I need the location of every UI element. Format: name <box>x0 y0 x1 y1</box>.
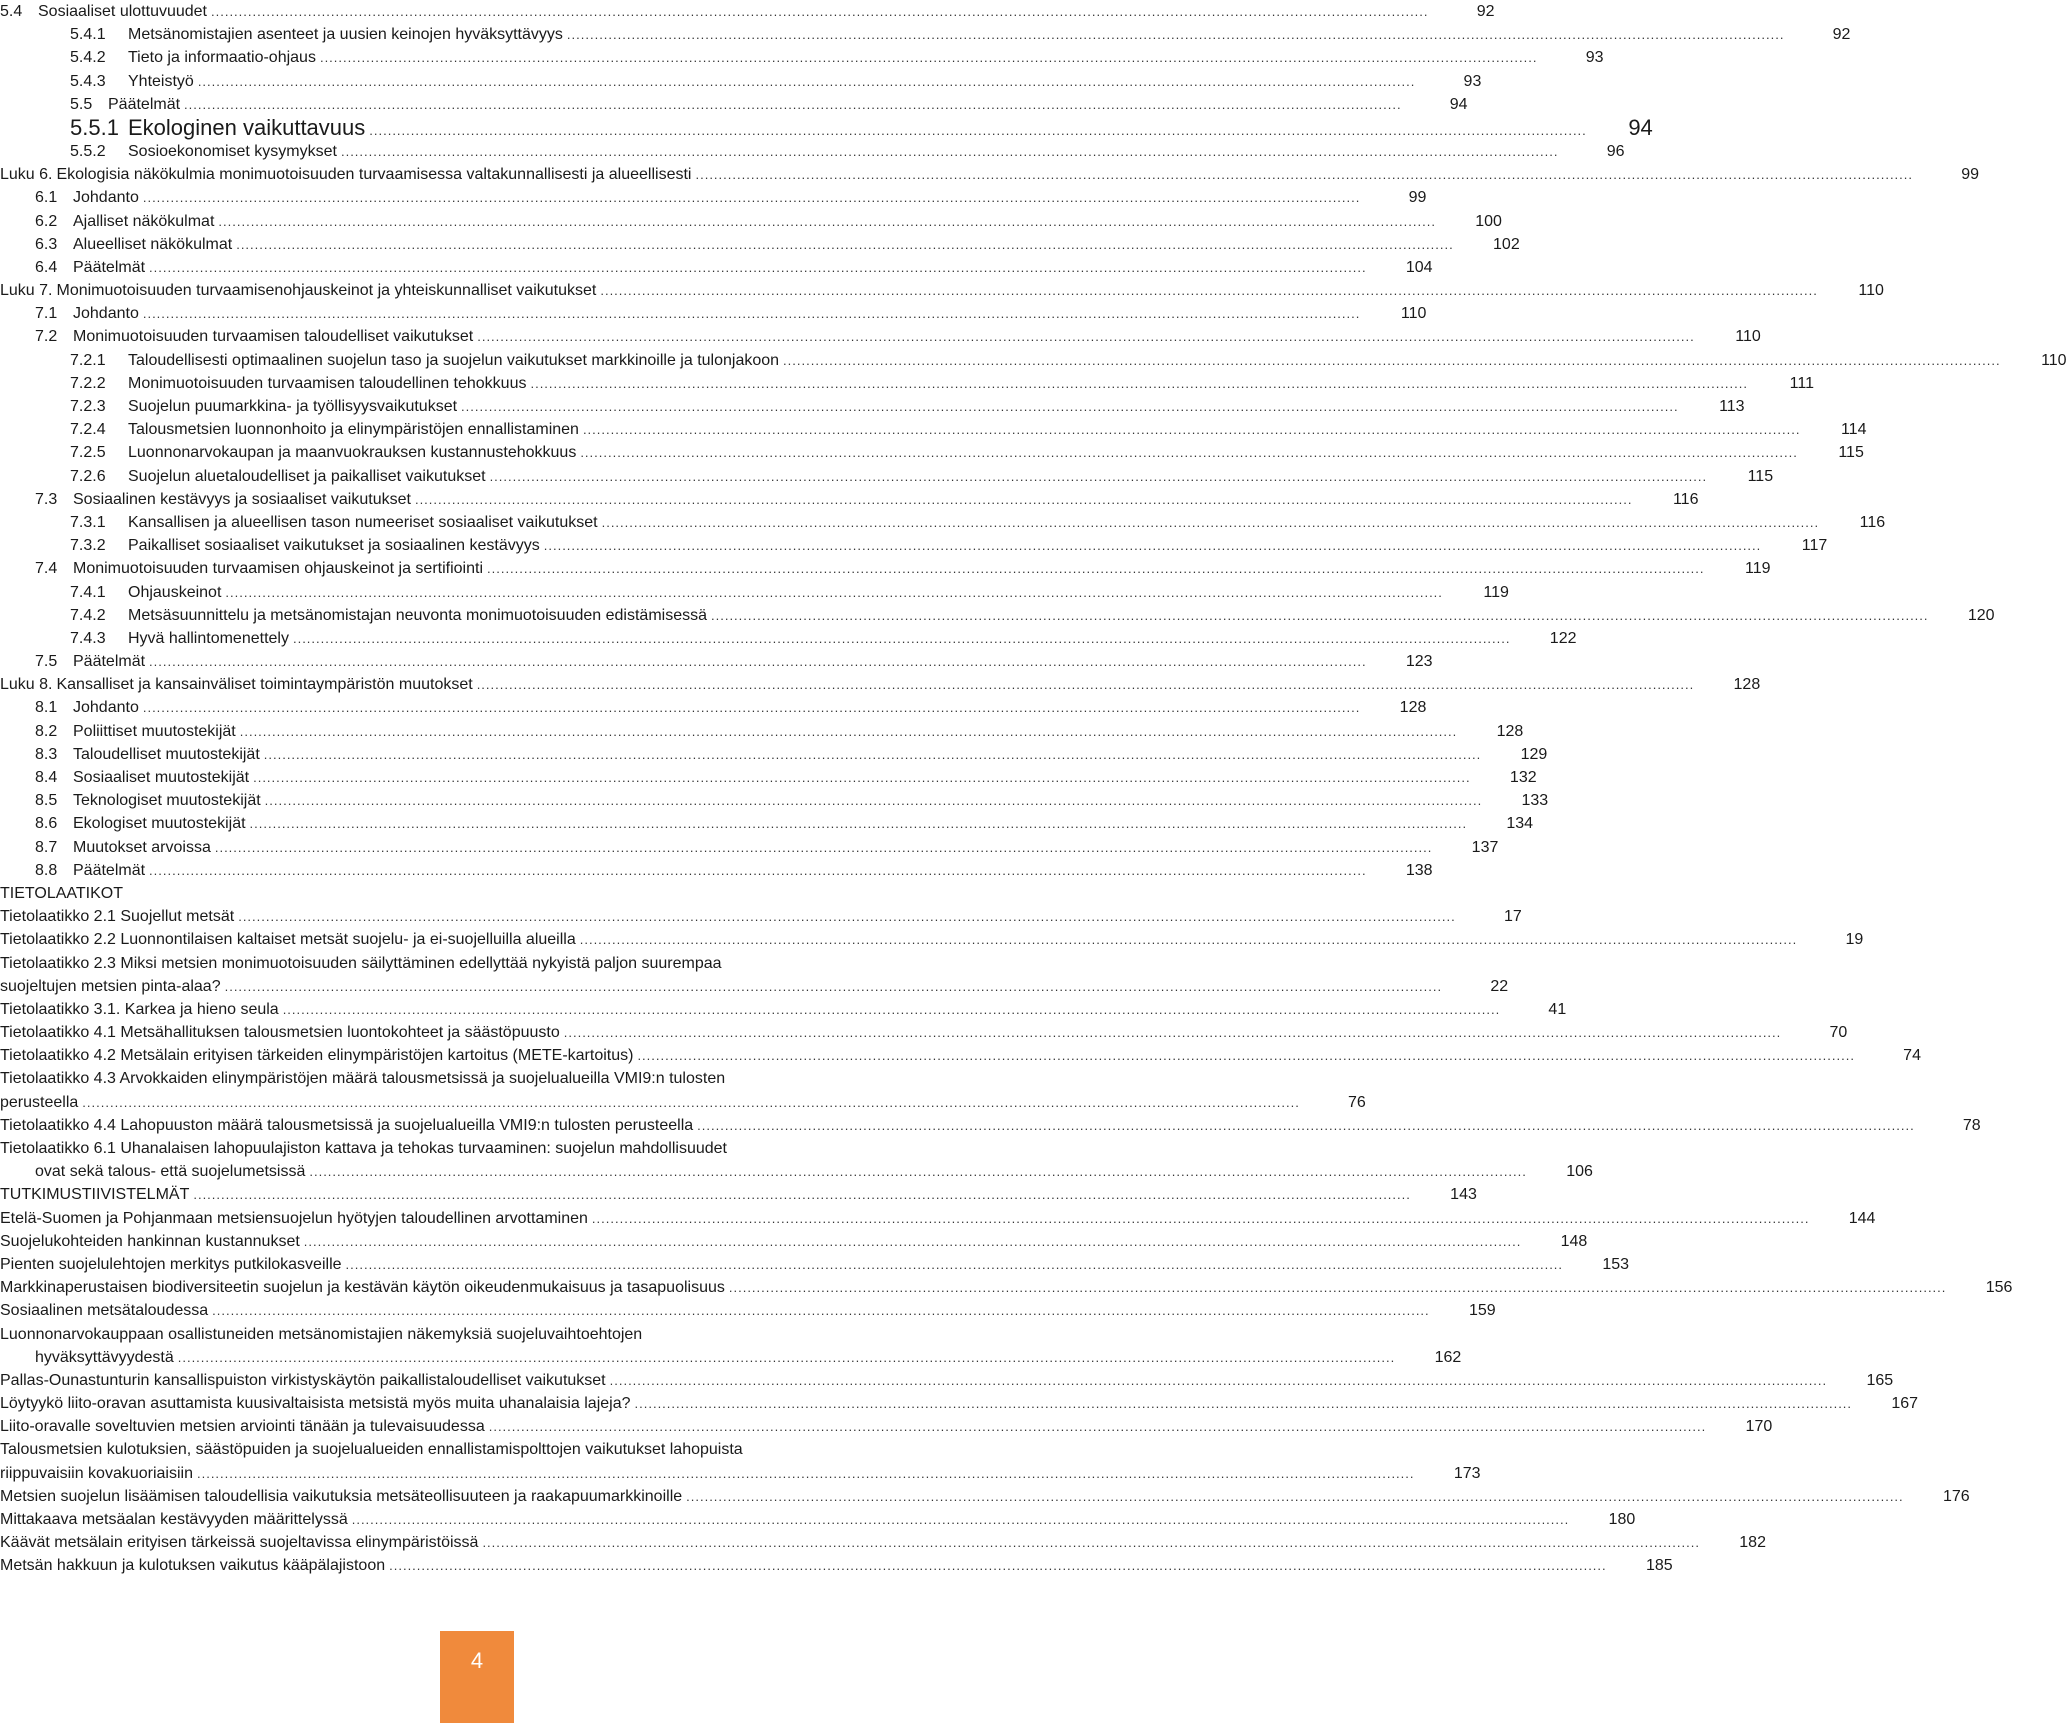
toc-entry-title: Löytyykö liito-oravan asuttamista kuusivaltaisista metsistä myös muita uhanalaisia lajeja? <box>0 1395 631 1413</box>
dot-leader <box>415 488 1633 511</box>
toc-entry-title: suojeltujen metsien pinta-alaa? <box>0 977 221 995</box>
toc-entry-page: 137 <box>1471 838 1499 856</box>
toc-entry-page: 115 <box>1747 467 1774 485</box>
toc-entry[interactable] <box>0 395 1745 418</box>
dot-leader <box>389 1554 1607 1577</box>
toc-entry-number: 7.1 <box>35 305 58 323</box>
toc-entry[interactable] <box>0 0 1495 23</box>
toc-entry[interactable] <box>0 23 1851 46</box>
dot-leader <box>250 812 1468 835</box>
toc-entry[interactable] <box>0 511 1886 534</box>
toc-entry[interactable] <box>0 70 1482 93</box>
dot-leader <box>304 1230 1522 1253</box>
dot-leader <box>149 650 1367 673</box>
toc-entry-page: 119 <box>1483 583 1509 601</box>
toc-entry-title: Ajalliset näkökulmat <box>73 212 215 230</box>
toc-entry-number: 7.2.5 <box>70 444 106 462</box>
toc-entry-page: 167 <box>1891 1395 1919 1413</box>
toc-entry-title: Kansallisen ja alueellisen tason numeeriset sosiaaliset vaikutukset <box>128 513 598 531</box>
toc-entry[interactable] <box>0 1415 1773 1438</box>
toc-entry-title: riippuvaisiin kovakuoriaisiin <box>0 1464 193 1482</box>
toc-entry-title: Suojelun puumarkkina- ja työllisyysvaikutukset <box>128 398 458 415</box>
toc-entry-title: Monimuotoisuuden turvaamisen taloudellinen tehokkuus <box>128 374 527 392</box>
dot-leader <box>320 46 1538 69</box>
toc-entry[interactable] <box>0 163 1980 186</box>
toc-entry-page: 19 <box>1845 931 1864 949</box>
dot-leader <box>197 1462 1415 1485</box>
toc-entry-page: 115 <box>1838 444 1864 462</box>
toc-entry-title: Monimuotoisuuden turvaamisen taloudelliset vaikutukset <box>73 328 474 346</box>
toc-entry-page: 94 <box>1628 114 1653 140</box>
toc-entry-page: 111 <box>1789 374 1814 392</box>
toc-entry-number: 7.5 <box>35 653 58 671</box>
toc-entry[interactable] <box>0 302 1427 325</box>
toc-entry-page: 70 <box>1829 1024 1848 1042</box>
toc-entry-title: Johdanto <box>73 699 139 717</box>
toc-entry-number: 7.3.2 <box>70 537 106 555</box>
toc-entry[interactable] <box>0 1438 1481 1484</box>
toc-entry[interactable] <box>0 557 1771 580</box>
toc-entry-page: 100 <box>1475 212 1502 230</box>
dot-leader <box>637 1044 1855 1067</box>
dot-leader <box>215 836 1433 859</box>
page-number: 4 <box>470 1648 484 1673</box>
dot-leader <box>489 1415 1707 1438</box>
toc-entry-number: 7.2.1 <box>70 351 106 369</box>
dot-leader <box>567 23 1785 46</box>
toc-entry-page: 113 <box>1719 398 1745 415</box>
toc-entry-page: 94 <box>1449 95 1468 113</box>
toc-entry[interactable] <box>0 1323 1462 1369</box>
toc-entry-number: 7.4 <box>35 560 58 578</box>
toc-entry-page: 93 <box>1585 49 1604 67</box>
toc-entry-number: 5.5.1 <box>70 114 119 140</box>
toc-entry[interactable] <box>0 279 1884 302</box>
toc-entry[interactable] <box>0 1392 1919 1415</box>
toc-entry[interactable] <box>0 441 1864 464</box>
toc-entry[interactable] <box>0 581 1509 604</box>
dot-leader <box>461 395 1679 418</box>
toc-entry[interactable] <box>0 836 1499 859</box>
toc-entry-page: 122 <box>1549 629 1577 647</box>
toc-entry[interactable] <box>0 1369 1894 1392</box>
toc-entry-page: 162 <box>1434 1348 1462 1366</box>
toc-entry[interactable] <box>0 1253 1630 1276</box>
toc-entry-title: perusteella <box>0 1093 79 1111</box>
toc-entry[interactable] <box>0 1276 2013 1299</box>
toc-entry-title: Päätelmät <box>73 653 146 671</box>
toc-entry-page: 159 <box>1468 1302 1496 1320</box>
toc-entry-title: Ohjauskeinot <box>128 583 222 601</box>
dot-leader <box>212 1299 1430 1322</box>
toc-entry-page: 99 <box>1961 166 1980 184</box>
dot-leader <box>143 302 1361 325</box>
dot-leader <box>283 998 1501 1021</box>
toc-entry-title: Etelä-Suomen ja Pohjanmaan metsiensuojelun hyötyjen taloudellinen arvottaminen <box>0 1209 588 1227</box>
toc-entry[interactable] <box>0 1508 1636 1531</box>
dot-leader <box>143 696 1361 719</box>
toc-entry-number: 6.1 <box>35 189 58 207</box>
toc-entry-page: 119 <box>1745 560 1771 578</box>
toc-entry[interactable] <box>0 534 1828 557</box>
toc-entry-title: Tieto ja informaatio-ohjaus <box>128 49 316 67</box>
dot-leader <box>346 1253 1564 1276</box>
toc-entry-title: Muutokset arvoissa <box>73 838 211 856</box>
dot-leader <box>352 1508 1570 1531</box>
toc-entry-title: Metsien suojelun lisäämisen taloudellisia vaikutuksia metsäteollisuuteen ja raakapuumarkkinoille <box>0 1487 683 1505</box>
toc-entry[interactable] <box>0 928 1864 951</box>
toc-entry-title: Päätelmät <box>108 95 181 113</box>
toc-entry[interactable] <box>0 1299 1496 1322</box>
toc-entry-number: 7.4.3 <box>70 629 106 647</box>
toc-entry-page: 165 <box>1866 1371 1894 1389</box>
dot-leader <box>218 210 1436 233</box>
dot-leader <box>564 1021 1782 1044</box>
toc-entry-title: Sosioekonomiset kysymykset <box>128 142 337 160</box>
dot-leader <box>240 720 1458 743</box>
dot-leader <box>580 928 1798 951</box>
toc-entry[interactable] <box>0 952 1509 998</box>
toc-entry-page: 117 <box>1801 537 1828 555</box>
toc-entry-number: Luku 8. <box>0 676 53 694</box>
toc-entry-title: Alueelliset näkökulmat <box>73 235 233 253</box>
toc-entry-number: 5.5.2 <box>70 142 106 160</box>
toc-entry[interactable] <box>0 743 1548 766</box>
toc-entry-title-line: Tietolaatikko 2.3 Miksi metsien monimuotoisuuden säilyttäminen edellyttää nykyistä paljon suurempaa <box>0 954 722 972</box>
dot-leader <box>490 465 1708 488</box>
toc-entry-title: Päätelmät <box>73 258 146 276</box>
toc-entry[interactable] <box>0 650 1433 673</box>
toc-entry[interactable] <box>0 1531 1766 1554</box>
toc-entry-title: Johdanto <box>73 305 139 323</box>
toc-entry-page: 41 <box>1548 1000 1567 1018</box>
dot-leader <box>253 766 1471 789</box>
toc-entry-title: Taloudellisesti optimaalinen suojelun taso ja suojelun vaikutukset markkinoille ja tulonjakoon <box>128 351 780 369</box>
toc-entry-page: 110 <box>2041 351 2067 369</box>
toc-entry-page: 128 <box>1496 722 1524 740</box>
dot-leader <box>178 1346 1396 1369</box>
dot-leader <box>211 0 1429 23</box>
toc-entry-title: Tietolaatikko 4.4 Lahopuuston määrä talousmetsissä ja suojelualueilla VMI9:n tulosten perusteella <box>0 1116 694 1134</box>
toc-entry[interactable] <box>0 859 1433 882</box>
toc-entry-title: Metsänomistajien asenteet ja uusien keinojen hyväksyttävyys <box>128 26 563 44</box>
toc-entry[interactable] <box>0 93 1468 116</box>
toc-entry[interactable] <box>0 186 1427 209</box>
toc-entry-title: Suojelukohteiden hankinnan kustannukset <box>0 1232 300 1250</box>
toc-entry-page: 128 <box>1733 676 1761 694</box>
toc-entry-page: 104 <box>1405 258 1433 276</box>
dot-leader <box>695 163 1913 186</box>
dot-leader <box>149 859 1367 882</box>
toc-entry-page: 134 <box>1506 815 1534 833</box>
toc-entry[interactable] <box>0 488 1699 511</box>
dot-leader <box>238 905 1456 928</box>
toc-entry-number: 7.3.1 <box>70 513 106 531</box>
dot-leader <box>783 349 2001 372</box>
toc-entry-number: 5.5 <box>70 95 93 113</box>
toc-entry[interactable] <box>0 789 1549 812</box>
toc-entry[interactable] <box>0 140 1625 163</box>
toc-entry-number: 8.6 <box>35 815 58 833</box>
toc-entry[interactable] <box>0 256 1433 279</box>
toc-entry-number: 5.4.2 <box>70 49 106 67</box>
toc-entry-page: 123 <box>1405 653 1433 671</box>
toc-entry-number: 5.4.1 <box>70 26 106 44</box>
toc-entry-number: 6.4 <box>35 258 58 276</box>
toc-entry-page: 110 <box>1735 328 1761 346</box>
toc-entry-page: 182 <box>1739 1534 1766 1552</box>
toc-entry-title: Ekologiset muutostekijät <box>73 815 246 833</box>
toc-entry-page: 170 <box>1745 1418 1773 1436</box>
toc-entry-number: Luku 6. <box>0 166 53 184</box>
toc-entry-page: 128 <box>1399 699 1427 717</box>
toc-entry-page: 116 <box>1859 513 1886 531</box>
dot-leader <box>600 279 1818 302</box>
toc-entry[interactable] <box>0 1207 1876 1230</box>
toc-entry-number: 6.3 <box>35 235 58 253</box>
dot-leader <box>697 1114 1915 1137</box>
toc-entry-page: 96 <box>1606 142 1625 160</box>
toc-entry-page: 17 <box>1503 908 1522 926</box>
toc-entry[interactable] <box>0 1021 1848 1044</box>
toc-entry-title-line: Tietolaatikko 6.1 Uhanalaisen lahopuulajiston kattava ja tehokas turvaaminen: suojelun mahdollisuudet <box>0 1140 727 1157</box>
dot-leader <box>482 1531 1700 1554</box>
toc-entry-page: 129 <box>1520 745 1548 763</box>
dot-leader <box>198 70 1416 93</box>
toc-entry-title: Ekologisia näkökulmia monimuotoisuuden turvaamisessa valtakunnallisesti ja alueellisesti <box>56 166 692 184</box>
dot-leader <box>711 604 1929 627</box>
toc-entry-title: Metsäsuunnittelu ja metsänomistajan neuvonta monimuotoisuuden edistämisessä <box>128 606 707 624</box>
toc-entry-title: Pienten suojelulehtojen merkitys putkilokasveille <box>0 1255 342 1273</box>
toc-entry-title: Sosiaalinen kestävyys ja sosiaaliset vaikutukset <box>73 490 411 508</box>
toc-entry-number: 8.7 <box>35 838 58 856</box>
toc-entry-title: hyväksyttävyydestä <box>35 1348 174 1366</box>
toc-entry-page: 99 <box>1408 189 1427 207</box>
dot-leader <box>580 441 1798 464</box>
toc-entry-number: 7.4.2 <box>70 606 106 624</box>
toc-entry-title: Sosiaalinen metsätaloudessa <box>0 1302 209 1320</box>
toc-entry[interactable] <box>0 114 1653 140</box>
toc-entry-number: 7.2.2 <box>70 374 106 392</box>
dot-leader <box>225 581 1443 604</box>
toc-entry-page: 106 <box>1566 1163 1593 1181</box>
dot-leader <box>236 233 1454 256</box>
dot-leader <box>193 1183 1411 1206</box>
toc-entry[interactable] <box>0 46 1604 69</box>
page-number-badge <box>440 1631 514 1723</box>
toc-entry-number: 7.4.1 <box>70 583 106 601</box>
toc-entry-page: 148 <box>1560 1232 1588 1250</box>
dot-leader <box>544 534 1762 557</box>
toc-entry[interactable] <box>0 233 1520 256</box>
toc-entry-title: Ekologinen vaikuttavuus <box>128 114 366 140</box>
toc-entry-number: Luku 7. <box>0 282 53 300</box>
toc-entry-title: Sosiaaliset muutostekijät <box>73 769 250 786</box>
toc-entry-title: Käävät metsälain erityisen tärkeissä suojeltavissa elinympäristöissä <box>0 1534 479 1552</box>
toc-entry[interactable] <box>0 325 1761 348</box>
toc-entry-page: 153 <box>1602 1255 1630 1273</box>
toc-entry-number: 8.3 <box>35 745 58 763</box>
toc-entry-number: 7.2.3 <box>70 398 106 415</box>
toc-entry-number: 7.2.6 <box>70 467 106 485</box>
dot-leader <box>487 557 1705 580</box>
toc-entry-number: 5.4.3 <box>70 72 106 90</box>
toc-entry[interactable] <box>0 673 1761 696</box>
toc-entry-title: Metsän hakkuun ja kulotuksen vaikutus kääpälajistoon <box>0 1557 386 1575</box>
toc-entry-title: Paikalliset sosiaaliset vaikutukset ja sosiaalinen kestävyys <box>128 537 540 555</box>
toc-entry[interactable] <box>0 720 1524 743</box>
toc-entry-title: Markkinaperustaisen biodiversiteetin suojelun ja kestävän käytön oikeudenmukaisuus ja tasapuolisuus <box>0 1279 725 1297</box>
toc-entry-title: Tietolaatikko 4.1 Metsähallituksen talousmetsien luontokohteet ja säästöpuusto <box>0 1024 560 1042</box>
toc-entry-title: Tietolaatikko 3.1. Karkea ja hieno seula <box>0 1000 279 1018</box>
toc-entry-page: 92 <box>1832 26 1851 44</box>
toc-entry-page: 143 <box>1450 1186 1477 1204</box>
toc-entry-page: 93 <box>1463 72 1482 90</box>
toc-entry-page: 144 <box>1848 1209 1876 1227</box>
toc-entry-title: Päätelmät <box>73 861 146 879</box>
toc-entry-title: Tietolaatikko 2.2 Luonnontilaisen kaltaiset metsät suojelu- ja ei-suojelluilla alueilla <box>0 931 576 949</box>
toc-entry-page: 110 <box>1400 305 1427 323</box>
toc-entry-page: 185 <box>1645 1557 1673 1575</box>
dot-leader <box>149 256 1367 279</box>
toc-entry-title: Johdanto <box>73 189 139 207</box>
toc-entry[interactable] <box>0 998 1567 1021</box>
toc-entry-title: Monimuotoisuuden turvaamisen ohjauskeinot ja sertifiointi <box>73 560 483 578</box>
toc-entry-title: Tietolaatikko 4.2 Metsälain erityisen tärkeiden elinympäristöjen kartoitus (METE-kartoitus) <box>0 1047 634 1065</box>
toc-entry-page: 76 <box>1348 1093 1366 1111</box>
toc-entry-title: Kansalliset ja kansainväliset toimintaympäristön muutokset <box>56 676 473 694</box>
toc-entry-number: 7.2.4 <box>70 421 106 439</box>
toc-entry[interactable] <box>0 627 1577 650</box>
toc-entry-title: Luonnonarvokaupan ja maanvuokrauksen kustannustehokkuus <box>128 444 577 462</box>
dot-leader <box>592 1207 1810 1230</box>
toc-entry-title: ovat sekä talous- että suojelumetsissä <box>35 1163 306 1181</box>
toc-entry-page: 74 <box>1903 1047 1921 1065</box>
toc-entry-page: 180 <box>1608 1511 1636 1528</box>
toc-entry-title: TUTKIMUSTIIVISTELMÄT <box>0 1186 190 1204</box>
toc-entry-number: 8.4 <box>35 769 58 786</box>
toc-entry-page: 176 <box>1942 1487 1970 1505</box>
toc-entry-page: 173 <box>1453 1464 1481 1482</box>
dot-leader <box>477 325 1695 348</box>
toc-entry-number: 8.5 <box>35 792 58 810</box>
toc-entry-title: Teknologiset muutostekijät <box>73 792 261 810</box>
toc-entry[interactable] <box>0 1230 1588 1253</box>
toc-entry-title: Mittakaava metsäalan kestävyyden määrittelyssä <box>0 1511 348 1528</box>
toc-entry-page: 120 <box>1967 606 1995 624</box>
toc-entry[interactable] <box>0 210 1502 233</box>
toc-entry[interactable] <box>0 812 1534 835</box>
toc-entry-page: 138 <box>1405 861 1433 879</box>
toc-entry[interactable] <box>0 1183 1477 1206</box>
toc-entry-title: Suojelun aluetaloudelliset ja paikalliset vaikutukset <box>128 467 486 485</box>
dot-leader <box>293 627 1511 650</box>
toc-entry-page: 102 <box>1493 235 1520 253</box>
dot-leader <box>264 743 1482 766</box>
toc-entry[interactable] <box>0 1554 1673 1577</box>
toc-entry[interactable] <box>0 1044 1921 1067</box>
toc-entry-title: Talousmetsien luonnonhoito ja elinympäristöjen ennallistaminen <box>128 421 579 439</box>
toc-entry-page: 22 <box>1490 977 1509 995</box>
toc-entry-title: Tietolaatikko 2.1 Suojellut metsät <box>0 908 235 926</box>
toc-entry-title: Hyvä hallintomenettely <box>128 629 289 647</box>
toc-entry-number: 7.2 <box>35 328 58 346</box>
toc-section-heading: TIETOLAATIKOT <box>0 884 123 902</box>
dot-leader <box>184 93 1402 116</box>
toc-entry-title: Sosiaaliset ulottuvuudet <box>38 3 207 20</box>
dot-leader <box>309 1160 1527 1183</box>
toc-entry-title-line: Luonnonarvokauppaan osallistuneiden metsänomistajien näkemyksiä suojeluvaihtoehtojen <box>0 1325 643 1343</box>
toc-entry-title: Yhteistyö <box>128 72 194 90</box>
toc-entry-number: 8.2 <box>35 722 58 740</box>
toc-entry[interactable] <box>0 1485 1970 1508</box>
dot-leader <box>635 1392 1853 1415</box>
dot-leader <box>82 1091 1300 1114</box>
toc-entry-number: 5.4 <box>0 3 23 20</box>
dot-leader <box>265 789 1483 812</box>
toc-entry[interactable] <box>0 418 1867 441</box>
toc-entry-page: 110 <box>1858 282 1884 300</box>
toc-entry-page: 78 <box>1962 1116 1981 1134</box>
toc-entry-number: 8.8 <box>35 861 58 879</box>
toc-entry[interactable] <box>0 1137 1593 1183</box>
dot-leader <box>143 186 1361 209</box>
toc-entry[interactable] <box>0 349 2067 372</box>
toc-entry-number: 8.1 <box>35 699 58 717</box>
toc-entry[interactable] <box>0 905 1522 928</box>
toc-entry[interactable] <box>0 604 1995 627</box>
toc-entry[interactable] <box>0 465 1774 488</box>
toc-entry[interactable] <box>0 1114 1981 1137</box>
toc-entry-page: 156 <box>1985 1279 2013 1297</box>
toc-entry-page: 116 <box>1672 490 1699 508</box>
toc-entry-title: Monimuotoisuuden turvaamisenohjauskeinot ja yhteiskunnalliset vaikutukset <box>56 282 597 300</box>
toc-entry-title-line: Tietolaatikko 4.3 Arvokkaiden elinympäristöjen määrä talousmetsissä ja suojelualueilla VMI9:n tulosten <box>0 1070 726 1088</box>
toc-entry-title: Pallas-Ounastunturin kansallispuiston virkistyskäytön paikallistaloudelliset vaikutukset <box>0 1371 606 1389</box>
dot-leader <box>602 511 1820 534</box>
dot-leader <box>530 372 1748 395</box>
toc-entry-number: 6.2 <box>35 212 58 230</box>
toc-entry-page: 132 <box>1509 769 1537 786</box>
toc-entry[interactable] <box>0 766 1537 789</box>
dot-leader <box>686 1485 1904 1508</box>
dot-leader <box>610 1369 1828 1392</box>
toc-entry-title: Liito-oravalle soveltuvien metsien arviointi tänään ja tulevaisuudessa <box>0 1418 485 1436</box>
toc-entry[interactable] <box>0 1067 1366 1113</box>
dot-leader <box>477 673 1695 696</box>
toc-entry-title-line: Talousmetsien kulotuksien, säästöpuiden ja suojelualueiden ennallistamispolttojen vaikutukset lahopuista <box>0 1441 743 1459</box>
toc-entry-number: 7.3 <box>35 490 58 508</box>
toc-entry[interactable] <box>0 696 1427 719</box>
toc-entry-title: Taloudelliset muutostekijät <box>73 745 260 763</box>
dot-leader <box>225 975 1443 998</box>
dot-leader <box>729 1276 1947 1299</box>
toc-entry[interactable] <box>0 372 1814 395</box>
toc-entry-title: Poliittiset muutostekijät <box>73 722 236 740</box>
toc-entry-page: 92 <box>1476 3 1495 20</box>
dot-leader <box>583 418 1801 441</box>
toc-entry-page: 114 <box>1840 421 1867 439</box>
dot-leader <box>341 140 1559 163</box>
toc-entry-page: 133 <box>1521 792 1549 810</box>
